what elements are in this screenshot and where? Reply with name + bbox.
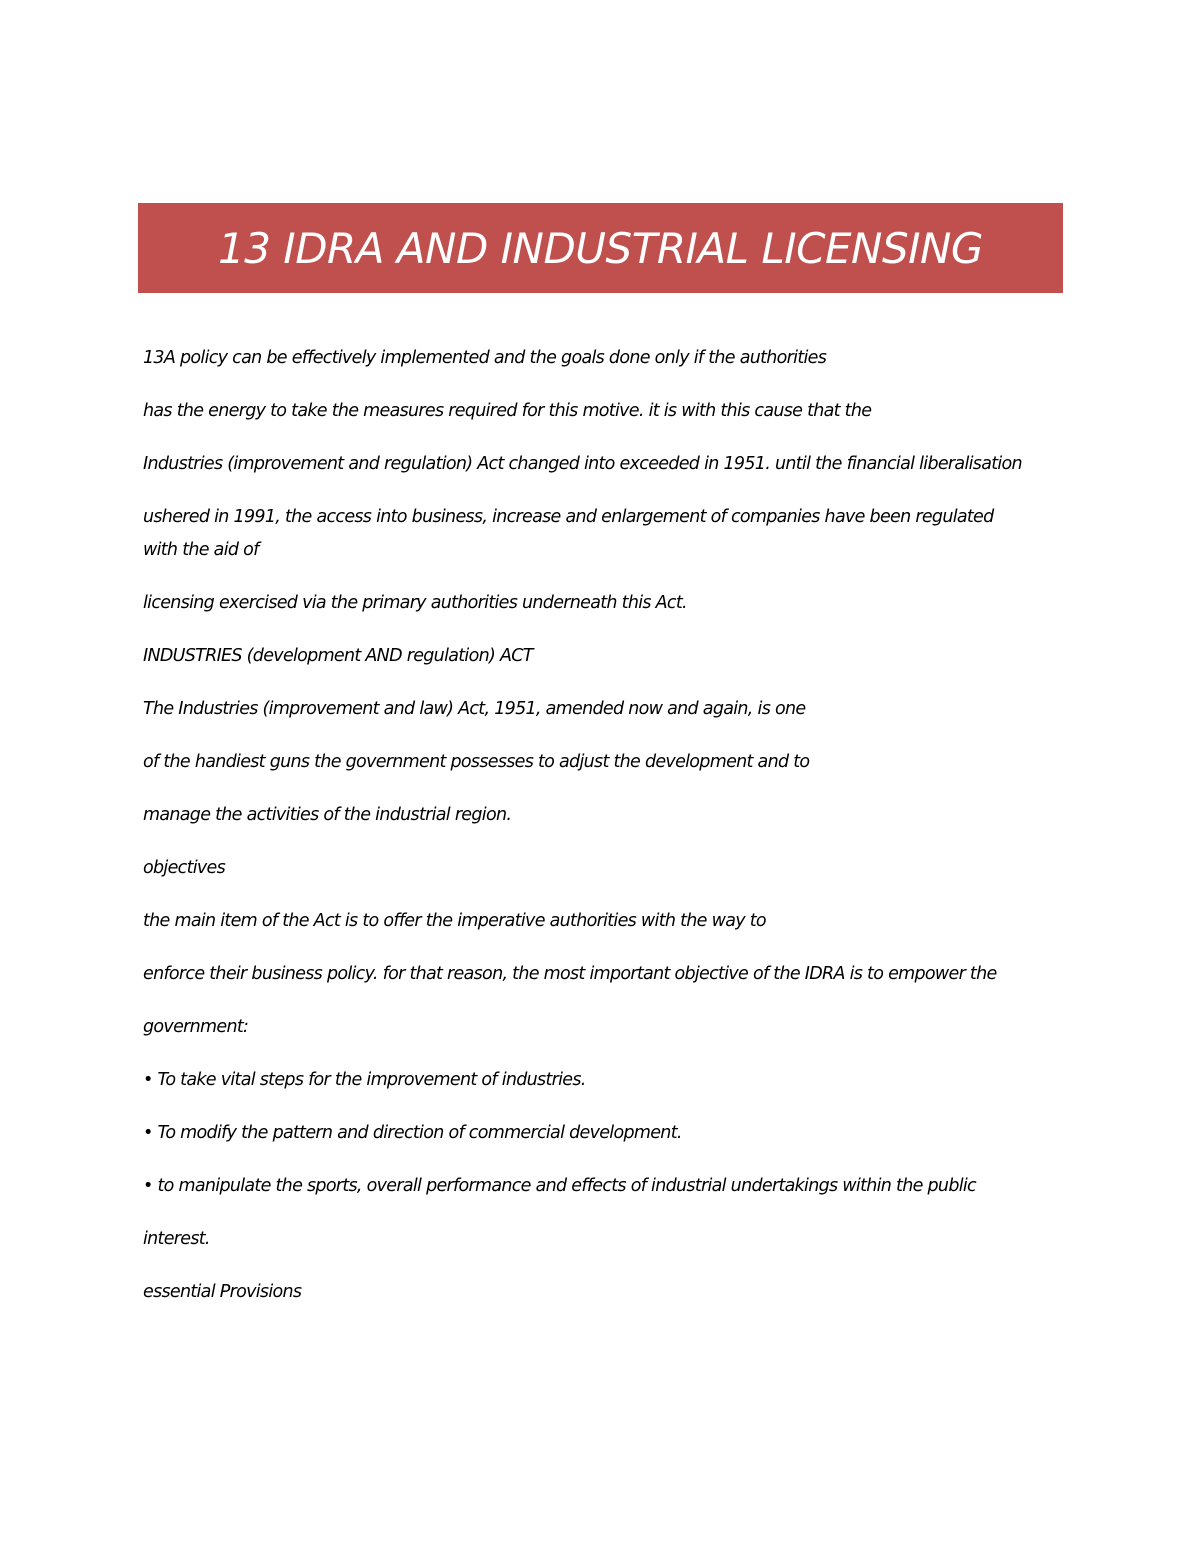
paragraph: of the handiest guns the government possesses to adjust the development and to bbox=[143, 752, 810, 772]
bullet-item: • to manipulate the sports, overall performance and effects of industrial undertakings within the public bbox=[143, 1176, 976, 1196]
paragraph: government: bbox=[143, 1017, 249, 1037]
paragraph: the main item of the Act is to offer the imperative authorities with the way to bbox=[143, 911, 766, 931]
title-banner bbox=[138, 203, 1063, 293]
paragraph: interest. bbox=[143, 1229, 210, 1249]
paragraph: enforce their business policy. for that reason, the most important objective of the IDRA is to empower the bbox=[143, 964, 997, 984]
section-heading: objectives bbox=[143, 858, 226, 878]
section-heading: essential Provisions bbox=[143, 1282, 302, 1302]
section-heading: INDUSTRIES (development AND regulation) ACT bbox=[143, 646, 533, 666]
paragraph: ushered in 1991, the access into business, increase and enlargement of companies have been regulated with the aid of bbox=[143, 507, 994, 560]
paragraph: Industries (improvement and regulation) Act changed into exceeded in 1951. until the financial liberalisation bbox=[143, 454, 1022, 474]
bullet-item: • To modify the pattern and direction of commercial development. bbox=[143, 1123, 682, 1143]
paragraph: has the energy to take the measures required for this motive. it is with this cause that the bbox=[143, 401, 872, 421]
paragraph: The Industries (improvement and law) Act, 1951, amended now and again, is one bbox=[143, 699, 806, 719]
page-title: 13 IDRA AND INDUSTRIAL LICENSING bbox=[218, 223, 983, 273]
paragraph: manage the activities of the industrial region. bbox=[143, 805, 512, 825]
bullet-item: • To take vital steps for the improvement of industries. bbox=[143, 1070, 586, 1090]
paragraph: 13A policy can be effectively implemented and the goals done only if the authorities bbox=[143, 348, 827, 368]
document-body bbox=[143, 342, 1023, 1329]
paragraph: licensing exercised via the primary authorities underneath this Act. bbox=[143, 593, 687, 613]
